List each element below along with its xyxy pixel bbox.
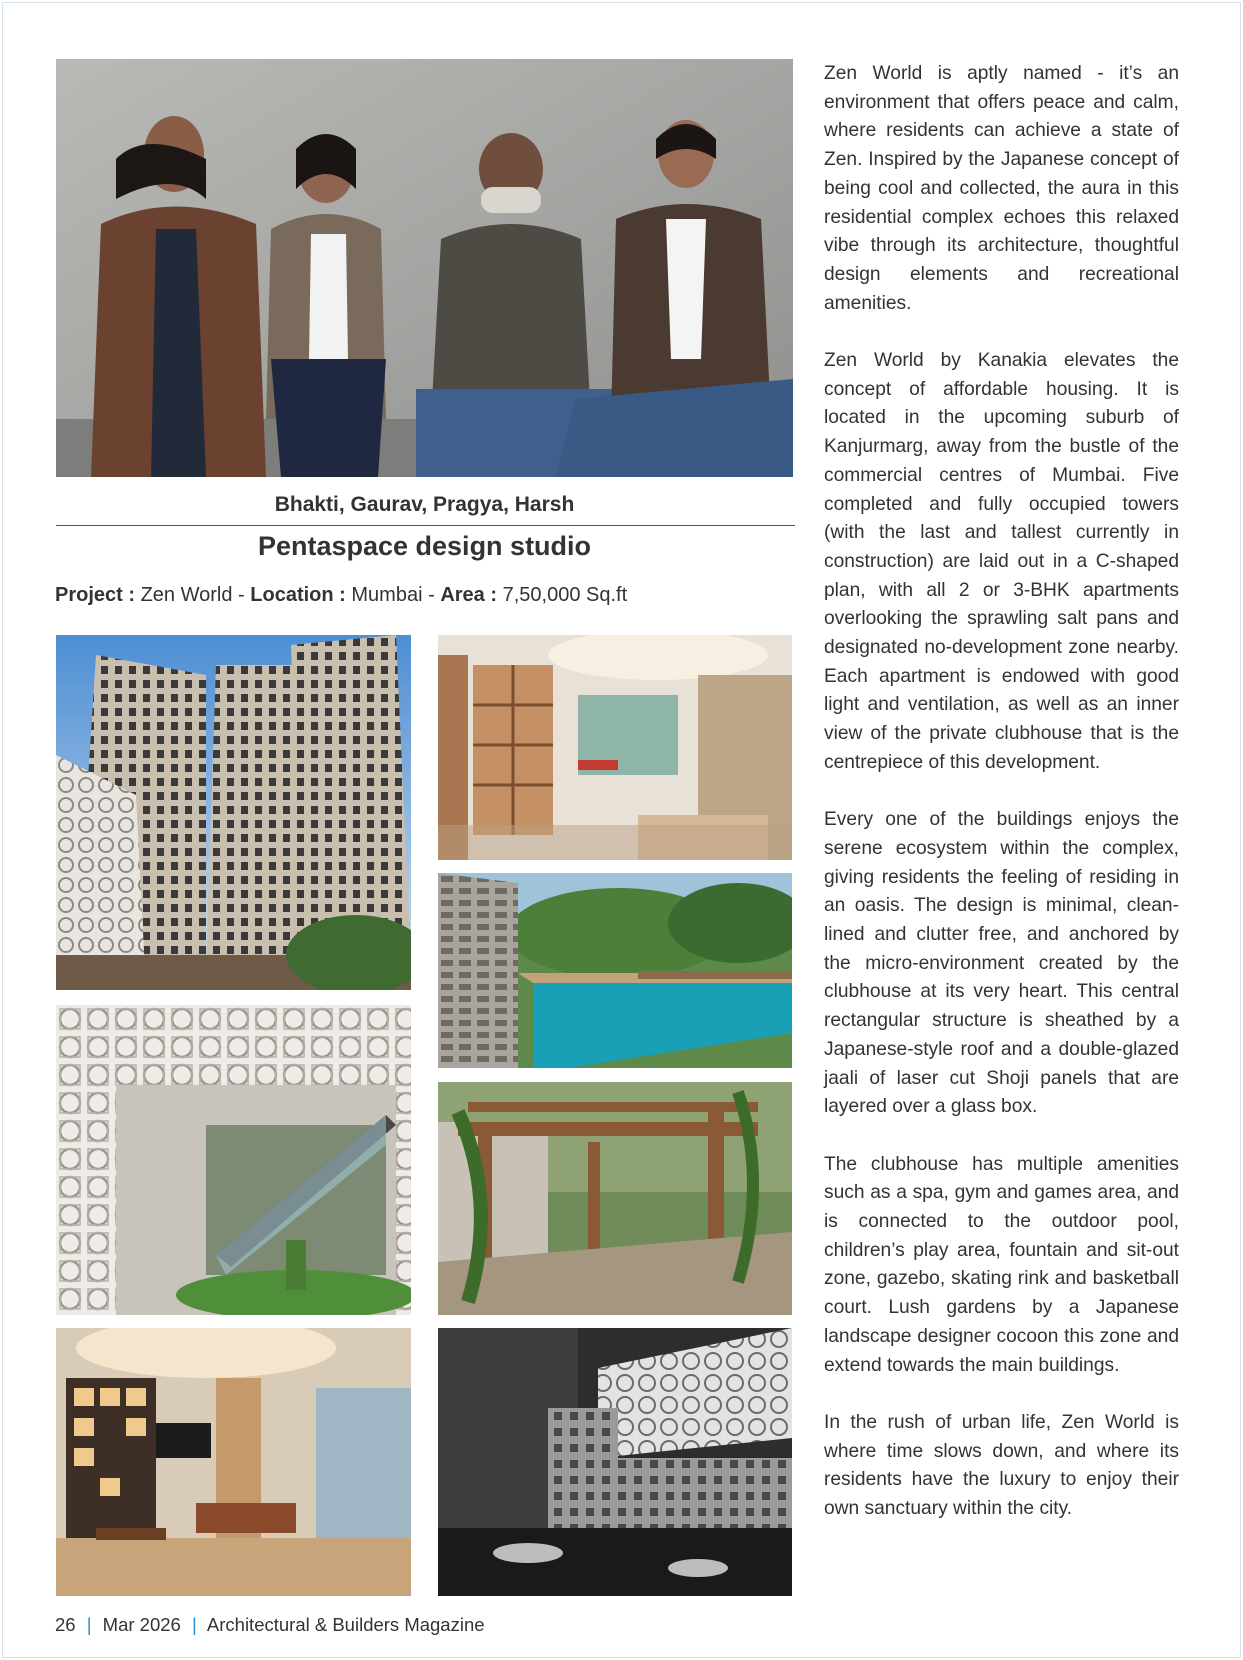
team-portrait-photo bbox=[56, 59, 793, 477]
clubhouse-library-photo bbox=[56, 1328, 411, 1596]
article-paragraph: Zen World is aptly named - it’s an environment that offers peace and calm, where residents can achieve a state of Zen. Inspired by the Japanese concept of being cool and collected, the aura in this residential complex echoes this relaxed vibe through its architecture, thoughtful design elements and recreational amenities. bbox=[824, 63, 1179, 314]
studio-name-heading: Pentaspace design studio bbox=[257, 531, 592, 561]
footer-separator: | bbox=[86, 1614, 92, 1635]
team-names-caption: Bhakti, Gaurav, Pragya, Harsh bbox=[274, 493, 575, 516]
tower-facade-photo bbox=[56, 635, 411, 990]
article-paragraph: The clubhouse has multiple amenities such as a spa, gym and games area, and is connected to the outdoor pool, children’s play area, fountain and sit-out zone, gazebo, skating rink and basketball court. Lush gardens by a Japanese landscape designer cocoon this zone and extend towards the main buildings. bbox=[824, 1153, 1179, 1376]
clubhouse-games-room-photo bbox=[438, 635, 792, 860]
jaali-staircase-photo bbox=[56, 1005, 411, 1315]
project-label: Project : bbox=[55, 584, 136, 606]
article-paragraph: Zen World by Kanakia elevates the concept of affordable housing. It is located in the upcoming suburb of Kanjurmarg, away from the bustle of the commercial centres of Mumbai. Five completed and fully occupied towers (with the last and tallest currently in construction) are laid out in a C-shaped plan, with all 2 or 3-BHK apartments overlooking the sprawling salt pans and designated no-development zone nearby. Each apartment is endowed with good light and ventilation, as well as an inner view of the private clubhouse that is the centrepiece of this development. bbox=[824, 350, 1179, 773]
caption-divider bbox=[56, 525, 795, 526]
magazine-name: Architectural & Builders Magazine bbox=[206, 1614, 485, 1635]
jaali-facade-bw-photo bbox=[438, 1328, 792, 1596]
article-paragraph: In the rush of urban life, Zen World is where time slows down, and where its residents have the luxury to enjoy their own sanctuary within the city. bbox=[824, 1411, 1179, 1520]
project-value: Zen World bbox=[140, 584, 233, 606]
footer-separator: | bbox=[191, 1614, 197, 1635]
page-number: 26 bbox=[55, 1614, 76, 1635]
location-value: Mumbai bbox=[351, 584, 423, 606]
issue-date: Mar 2026 bbox=[102, 1614, 181, 1635]
project-details-line bbox=[55, 584, 795, 607]
location-label: Location : bbox=[250, 584, 346, 606]
separator-dash: - bbox=[428, 584, 435, 606]
article-body bbox=[824, 60, 1179, 1524]
garden-pergola-photo bbox=[438, 1082, 792, 1315]
swimming-pool-photo bbox=[438, 873, 792, 1068]
page-footer bbox=[55, 1614, 485, 1636]
separator-dash: - bbox=[238, 584, 245, 606]
area-label: Area : bbox=[440, 584, 498, 606]
area-value: 7,50,000 Sq.ft bbox=[502, 584, 628, 606]
article-paragraph: Every one of the buildings enjoys the serene ecosystem within the complex, giving residents the feeling of residing in an oasis. The design is minimal, clean-lined and clutter free, and anchored by the micro-environment created by the clubhouse at its very heart. This central rectangular structure is sheathed by a Japanese-style roof and a double-glazed jaali of laser cut Shoji panels that are layered over a glass box. bbox=[824, 809, 1179, 1118]
